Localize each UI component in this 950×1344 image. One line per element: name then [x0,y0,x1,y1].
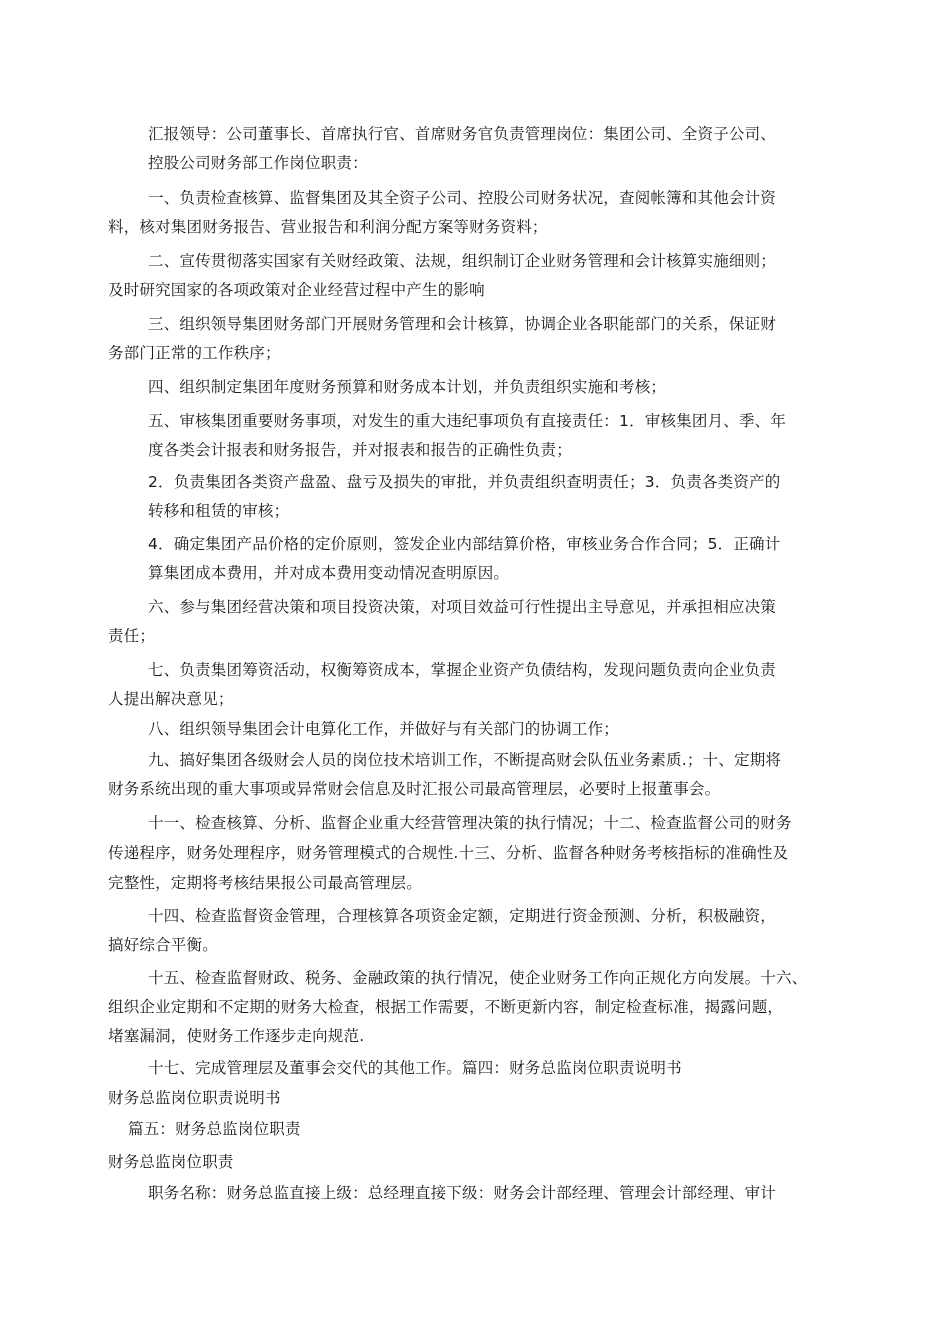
text-line: 九、搞好集团各级财会人员的岗位技术培训工作，不断提高财会队伍业务素质.；十、定期将 [148,751,782,769]
text-line: 十四、检查监督资金管理，合理核算各项资金定额，定期进行资金预测、分析，积极融资， [148,907,777,925]
text-line: 堵塞漏洞，使财务工作逐步走向规范. [108,1027,365,1045]
text-line: 十五、检查监督财政、税务、金融政策的执行情况，使企业财务工作向正规化方向发展。十六、 [148,969,808,987]
text-line: 搞好综合平衡。 [108,936,218,954]
text-line: 完整性，定期将考核结果报公司最高管理层。 [108,874,423,892]
text-line: 2．负责集团各类资产盘盈、盘亏及损失的审批，并负责组织查明责任；3．负责各类资产的 [148,473,781,491]
text-line: 度各类会计报表和财务报告，并对报表和报告的正确性负责； [148,441,572,459]
text-line: 职务名称：财务总监直接上级：总经理直接下级：财务会计部经理、管理会计部经理、审计 [148,1184,777,1202]
text-line: 组织企业定期和不定期的财务大检查，根据工作需要，不断更新内容，制定检查标准，揭露问题， [108,998,784,1016]
text-line: 一、负责检查核算、监督集团及其全资子公司、控股公司财务状况，查阅帐簿和其他会计资 [148,189,777,207]
text-line: 篇五：财务总监岗位职责 [128,1120,301,1138]
text-line: 十一、检查核算、分析、监督企业重大经营管理决策的执行情况；十二、检查监督公司的财务 [148,814,792,832]
text-line: 务部门正常的工作秩序； [108,344,281,362]
text-line: 传递程序，财务处理程序，财务管理模式的合规性.十三、分析、监督各种财务考核指标的准确性及 [108,844,789,862]
text-line: 算集团成本费用，并对成本费用变动情况查明原因。 [148,564,510,582]
text-line: 转移和租赁的审核； [148,502,290,520]
text-line: 八、组织领导集团会计电算化工作，并做好与有关部门的协调工作； [148,720,620,738]
text-line: 六、参与集团经营决策和项目投资决策，对项目效益可行性提出主导意见，并承担相应决策 [148,598,777,616]
text-line: 4．确定集团产品价格的定价原则，签发企业内部结算价格，审核业务合作合同；5．正确计 [148,535,781,553]
text-line: 七、负责集团筹资活动，权衡筹资成本，掌握企业资产负债结构，发现问题负责向企业负责 [148,661,777,679]
text-line: 财务系统出现的重大事项或异常财会信息及时汇报公司最高管理层，必要时上报董事会。 [108,780,721,798]
text-line: 人提出解决意见； [108,690,234,708]
text-line: 责任； [108,627,156,645]
text-line: 二、宣传贯彻落实国家有关财经政策、法规，组织制订企业财务管理和会计核算实施细则； [148,252,777,270]
text-line: 财务总监岗位职责说明书 [108,1089,281,1107]
text-line: 五、审核集团重要财务事项，对发生的重大违纪事项负有直接责任：1．审核集团月、季、年 [148,412,787,430]
text-line: 三、组织领导集团财务部门开展财务管理和会计核算，协调企业各职能部门的关系，保证财 [148,315,777,333]
text-line: 控股公司财务部工作岗位职责： [148,154,368,172]
text-line: 及时研究国家的各项政策对企业经营过程中产生的影响 [108,281,485,299]
text-line: 四、组织制定集团年度财务预算和财务成本计划，并负责组织实施和考核； [148,378,667,396]
text-line: 十七、完成管理层及董事会交代的其他工作。篇四：财务总监岗位职责说明书 [148,1059,682,1077]
text-line: 汇报领导：公司董事长、首席执行官、首席财务官负责管理岗位：集团公司、全资子公司、 [148,125,777,143]
text-line: 料，核对集团财务报告、营业报告和利润分配方案等财务资料； [108,218,548,236]
text-line: 财务总监岗位职责 [108,1153,234,1171]
